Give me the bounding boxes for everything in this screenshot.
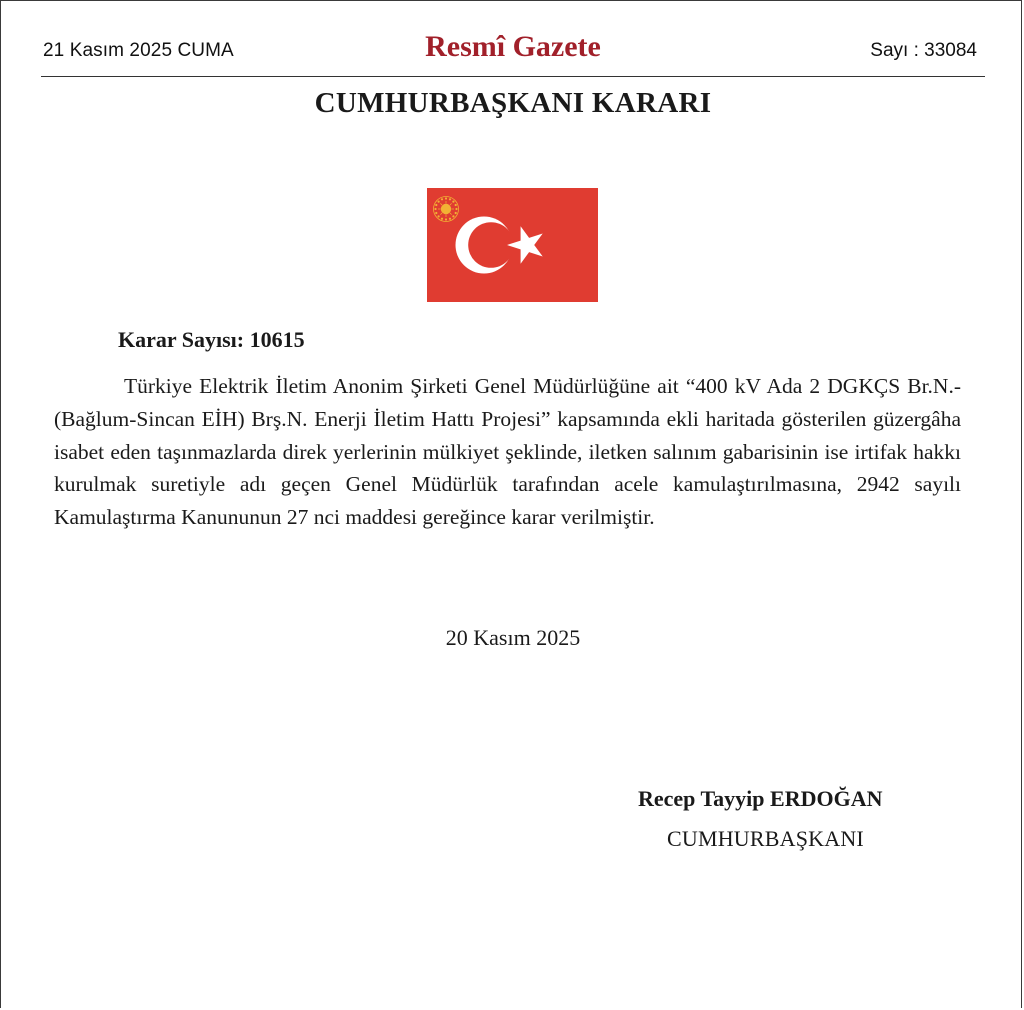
header-date: 21 Kasım 2025 CUMA	[43, 40, 234, 61]
crescent-inner	[468, 222, 514, 268]
decision-number: Karar Sayısı: 10615	[118, 327, 305, 352]
document-heading: CUMHURBAŞKANI KARARI	[314, 87, 712, 119]
header-divider	[41, 76, 985, 77]
turkish-flag-icon	[427, 188, 598, 302]
decision-body: Türkiye Elektrik İletim Anonim Şirketi Genel Müdürlüğüne ait “400 kV Ada 2 DGKÇS Br.N.- (Bağlum-Sincan EİH) Brş.N. Enerji İletim Hattı Projesi” kapsamında ekli haritada gösterilen güzergâha isabet eden taşınmazlarda direk yerlerinin mülkiyet şeklinde, iletken salınım gabarisinin ise irtifak hakkı kurulmak suretiyle adı geçen Genel Müdürlük tarafından acele kamulaştırılmasına, 2942 sayılı Kamulaştırma Kanununun 27 nci maddesi gereğince karar verilmiştir.	[54, 374, 961, 530]
gazette-title: Resmî Gazete	[425, 30, 601, 63]
decision-date: 20 Kasım 2025	[445, 625, 581, 650]
signer-title: CUMHURBAŞKANI	[667, 826, 864, 851]
issue-number: Sayı : 33084	[870, 40, 977, 61]
signer-name: Recep Tayyip ERDOĞAN	[638, 786, 883, 811]
